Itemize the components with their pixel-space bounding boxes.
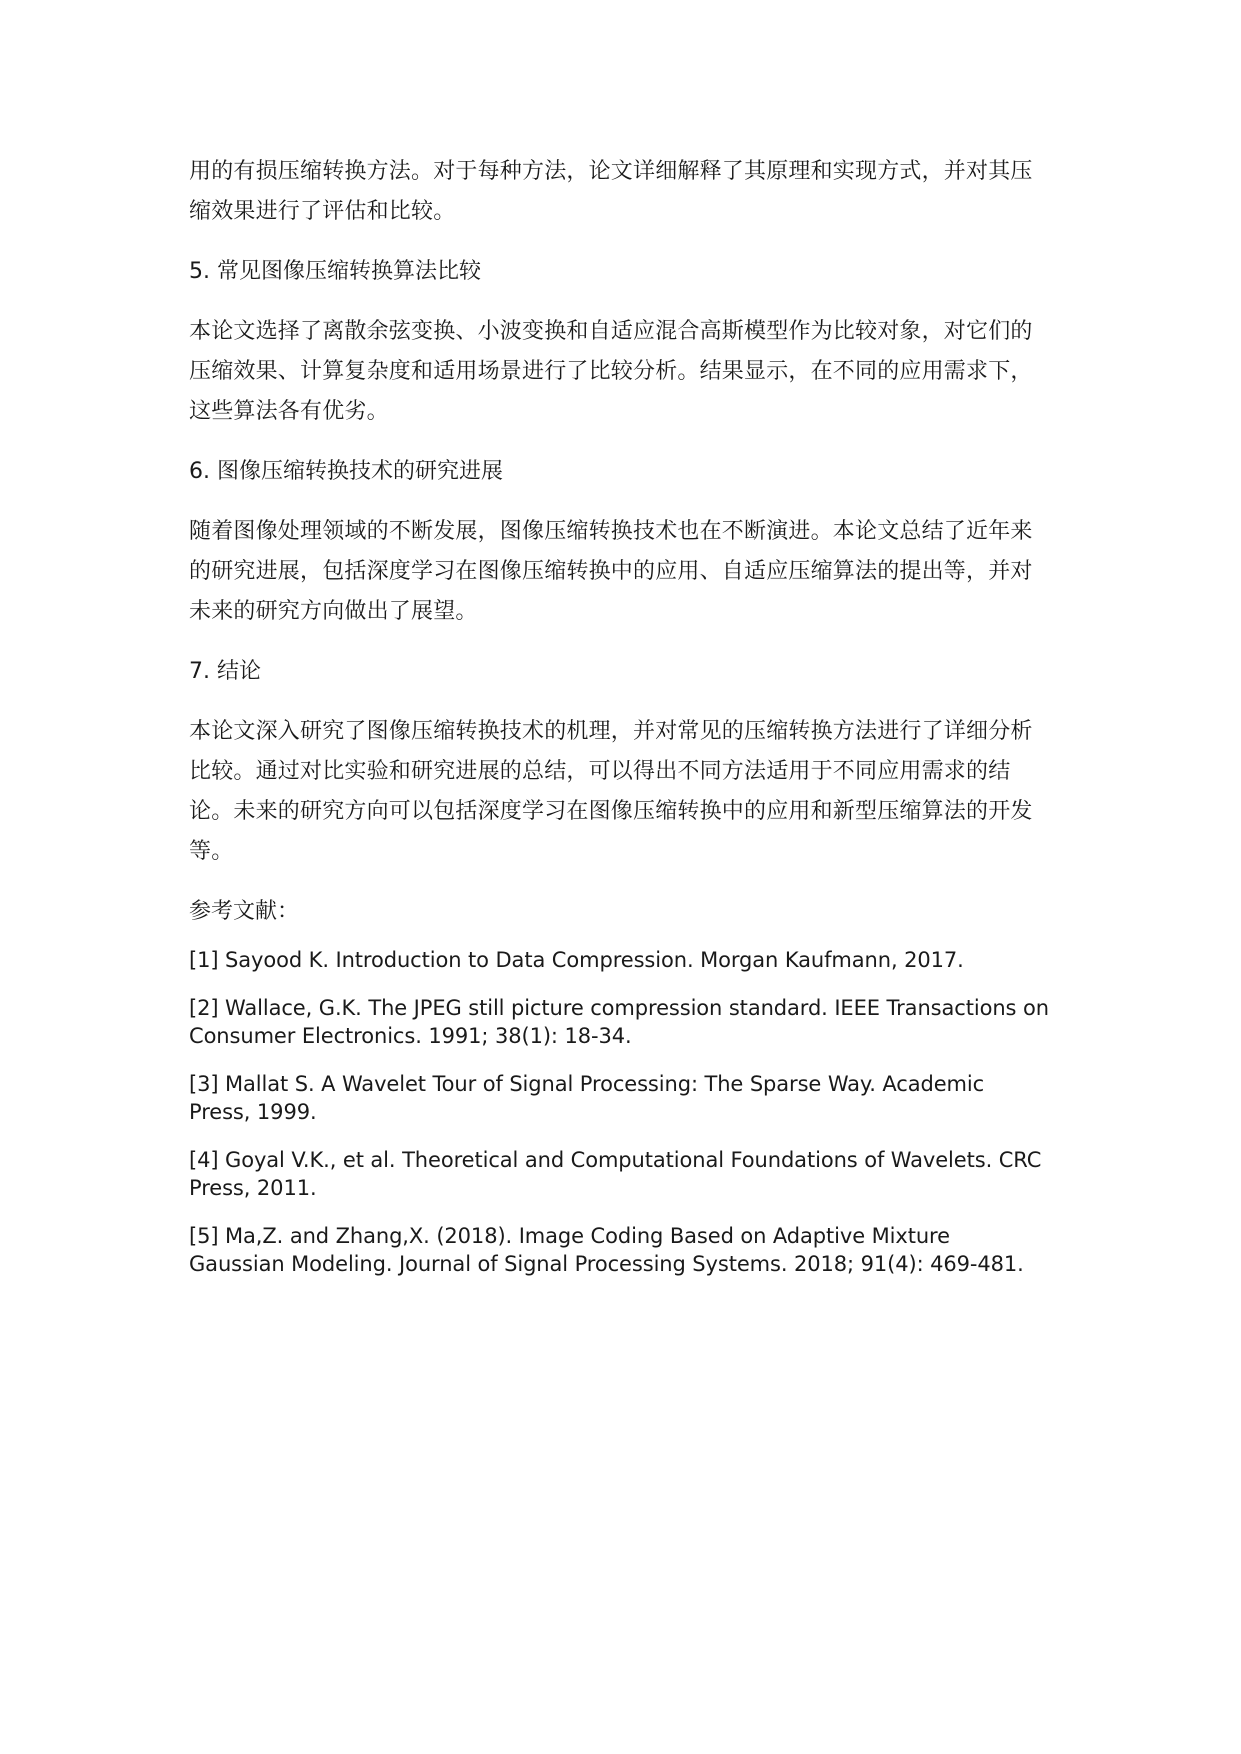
section-7-body: 本论文深入研究了图像压缩转换技术的机理，并对常见的压缩转换方法进行了详细分析比较。通过对比实验和研究进展的总结，可以得出不同方法适用于不同应用需求的结论。未来的研究方向可以包括深度学习在图像压缩转换中的应用和新型压缩算法的开发等。 bbox=[189, 719, 1033, 864]
reference-item-3: [3] Mallat S. A Wavelet Tour of Signal Processing: The Sparse Way. Academic Press, 1999. bbox=[189, 1072, 985, 1124]
section-5-heading: 5. 常见图像压缩转换算法比较 bbox=[189, 259, 481, 284]
section-6-heading: 6. 图像压缩转换技术的研究进展 bbox=[189, 459, 503, 484]
section-7-heading: 7. 结论 bbox=[189, 659, 261, 684]
reference-item-1: [1] Sayood K. Introduction to Data Compression. Morgan Kaufmann, 2017. bbox=[189, 948, 964, 972]
reference-item-4: [4] Goyal V.K., et al. Theoretical and Computational Foundations of Wavelets. CRC Press, 2011. bbox=[189, 1148, 1042, 1200]
section-5-body: 本论文选择了离散余弦变换、小波变换和自适应混合高斯模型作为比较对象，对它们的压缩效果、计算复杂度和适用场景进行了比较分析。结果显示，在不同的应用需求下，这些算法各有优劣。 bbox=[189, 319, 1033, 424]
intro-paragraph: 用的有损压缩转换方法。对于每种方法，论文详细解释了其原理和实现方式，并对其压缩效果进行了评估和比较。 bbox=[189, 159, 1033, 224]
references-list bbox=[189, 946, 1051, 1278]
reference-item-2: [2] Wallace, G.K. The JPEG still picture compression standard. IEEE Transactions on Consumer Electronics. 1991; 38(1): 18-34. bbox=[189, 996, 1049, 1048]
section-6-body: 随着图像处理领域的不断发展，图像压缩转换技术也在不断演进。本论文总结了近年来的研究进展，包括深度学习在图像压缩转换中的应用、自适应压缩算法的提出等，并对未来的研究方向做出了展望。 bbox=[189, 519, 1033, 624]
document-body bbox=[189, 152, 1051, 1298]
reference-item-5: [5] Ma,Z. and Zhang,X. (2018). Image Coding Based on Adaptive Mixture Gaussian Modeling. Journal of Signal Processing Systems. 2018; 91(4): 469-481. bbox=[189, 1224, 1024, 1276]
references-title: 参考文献： bbox=[189, 899, 300, 924]
